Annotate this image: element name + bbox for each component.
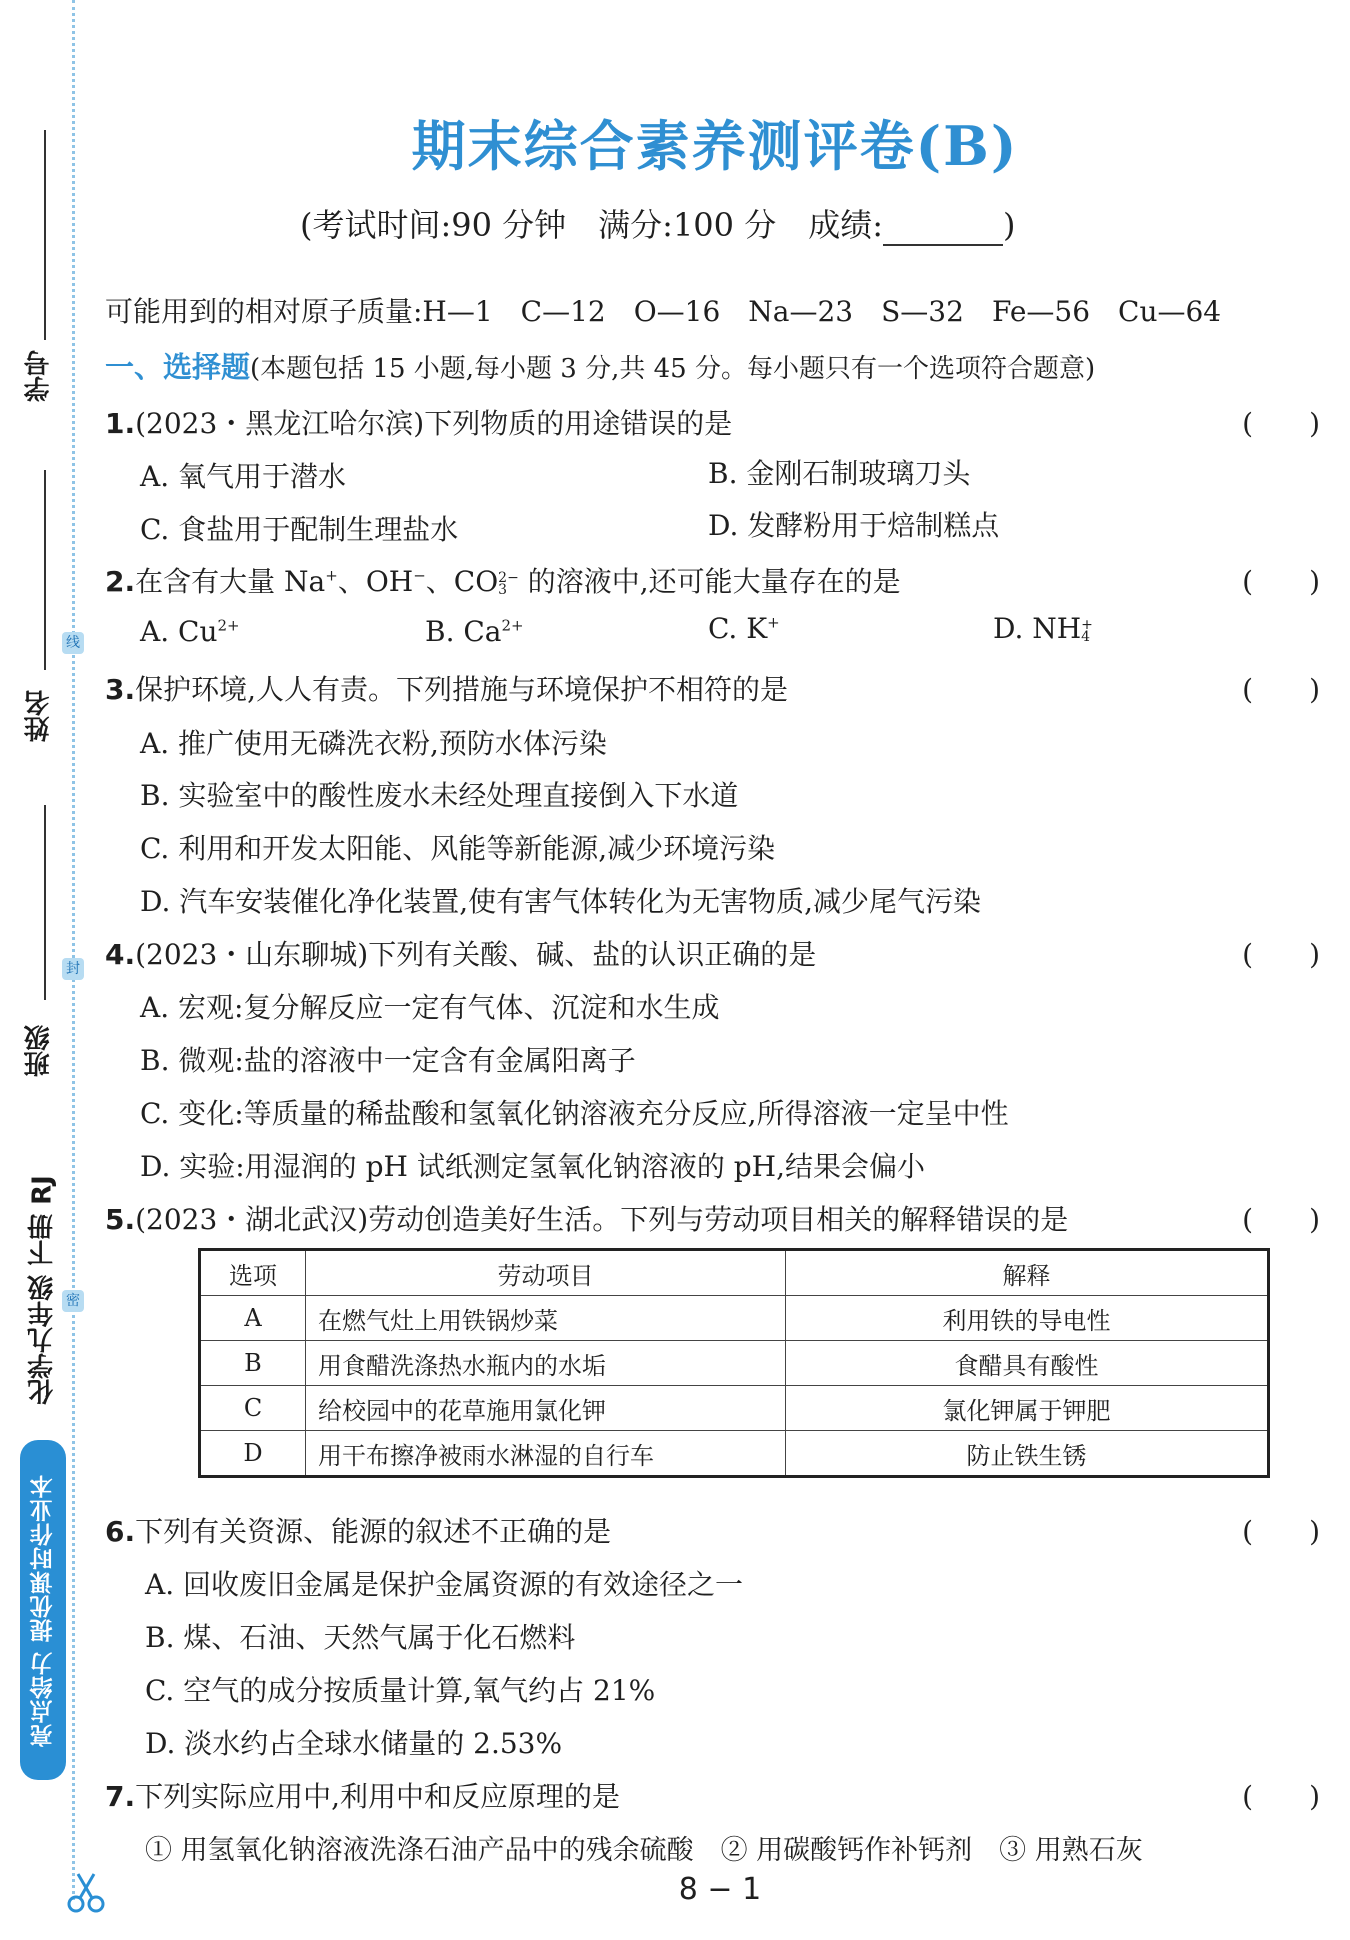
ion-charge-subscript <box>1081 616 1093 645</box>
column-header: 劳动项目 <box>306 1250 786 1296</box>
course-label: 化学九年级 下册 RJ <box>27 1175 58 1405</box>
exam-info <box>300 200 1015 246</box>
option-b: B. 实验室中的酸性废水未经处理直接倒入下水道 <box>140 779 739 812</box>
question-text: 、OH <box>337 565 414 598</box>
answer-blank: ( ) <box>1242 565 1320 598</box>
binding-dotted-line <box>72 0 75 1900</box>
question-text: 的溶液中,还可能大量存在的是 <box>518 565 901 598</box>
section-1-title: 一、选择题 <box>105 350 251 384</box>
question-number: 3. <box>105 673 136 706</box>
atomic-masses: 可能用到的相对原子质量:H—1 C—12 O—16 Na—23 S—32 Fe—56 Cu—64 <box>105 295 1222 328</box>
column-header: 选项 <box>200 1250 306 1296</box>
cut-mark-line: 线 <box>62 632 84 654</box>
answer-blank: ( ) <box>1242 1780 1320 1813</box>
answer-blank: ( ) <box>1242 673 1320 706</box>
table-cell: 食醋具有酸性 <box>786 1341 1269 1386</box>
score-blank <box>883 214 1003 246</box>
question-number: 5. <box>105 1203 136 1236</box>
table-header-row <box>200 1250 1269 1296</box>
question-number: 4. <box>105 938 136 971</box>
answer-blank: ( ) <box>1242 938 1320 971</box>
question-text: (2023・黑龙江哈尔滨)下列物质的用途错误的是 <box>135 407 733 440</box>
table-cell: B <box>200 1341 306 1386</box>
option-d: D. 发酵粉用于焙制糕点 <box>708 509 1000 542</box>
option-b <box>425 615 524 648</box>
table-cell: 在燃气灶上用铁锅炒菜 <box>306 1296 786 1341</box>
option-a <box>140 615 240 648</box>
question-number: 6. <box>105 1515 136 1548</box>
name-fill-line <box>44 470 46 670</box>
exam-info-end: ) <box>1002 206 1016 244</box>
question-2-stem <box>105 560 901 600</box>
question-text: 保护环境,人人有责。下列措施与环境保护不相符的是 <box>135 673 789 706</box>
answer-blank: ( ) <box>1242 1515 1320 1548</box>
question-7-items: ① 用氢氧化钠溶液洗涤石油产品中的残余硫酸 ② 用碳酸钙作补钙剂 ③ 用熟石灰 <box>145 1835 1143 1866</box>
page-title: 期末综合素养测评卷(B) <box>411 114 1019 178</box>
class-label: 班级 <box>24 1025 54 1077</box>
question-number: 7. <box>105 1780 136 1813</box>
column-header: 解释 <box>786 1250 1269 1296</box>
question-3-stem <box>105 668 788 708</box>
option-text: B. Ca <box>425 615 502 648</box>
question-text: (2023・湖北武汉)劳动创造美好生活。下列与劳动项目相关的解释错误的是 <box>135 1203 1069 1236</box>
ion-charge-subscript <box>498 569 519 598</box>
cut-mark-seal: 封 <box>62 958 84 980</box>
question-text: 在含有大量 Na <box>135 565 326 598</box>
ion-charge: + <box>767 613 780 632</box>
subscript: 3 <box>498 581 508 598</box>
section-1-note: (本题包括 15 小题,每小题 3 分,共 45 分。每小题只有一个选项符合题意) <box>250 354 1096 384</box>
ion-charge: 2+ <box>217 616 240 635</box>
option-c: C. 食盐用于配制生理盐水 <box>140 513 459 546</box>
question-1-stem <box>105 402 732 442</box>
cut-mark-secret: 密 <box>62 1290 84 1312</box>
question-text: 、CO <box>425 565 499 598</box>
exam-info-text: (考试时间:90 分钟 满分:100 分 成绩: <box>300 206 883 244</box>
question-4-stem <box>105 933 816 973</box>
brand-label: 亮点给力 提优课时作业本 <box>30 1473 57 1747</box>
class-fill-line <box>44 805 46 1000</box>
option-c: C. 空气的成分按质量计算,氧气约占 21% <box>145 1674 656 1707</box>
table-cell: 利用铁的导电性 <box>786 1296 1269 1341</box>
table-cell: 给校园中的花草施用氯化钾 <box>306 1386 786 1431</box>
option-b: B. 微观:盐的溶液中一定含有金属阳离子 <box>140 1044 636 1077</box>
option-c: C. 变化:等质量的稀盐酸和氢氧化钠溶液充分反应,所得溶液一定呈中性 <box>140 1097 1009 1130</box>
option-d: D. 汽车安装催化净化装置,使有害气体转化为无害物质,减少尾气污染 <box>140 885 982 918</box>
table-cell: C <box>200 1386 306 1431</box>
option-c <box>708 612 780 645</box>
option-b: B. 金刚石制玻璃刀头 <box>708 457 971 490</box>
answer-blank: ( ) <box>1242 1203 1320 1236</box>
option-d: D. 淡水约占全球水储量的 2.53% <box>145 1727 563 1760</box>
table-cell: 用食醋洗涤热水瓶内的水垢 <box>306 1341 786 1386</box>
question-5-stem <box>105 1198 1068 1238</box>
table-cell: 防止铁生锈 <box>786 1431 1269 1477</box>
name-label: 姓名 <box>24 690 54 742</box>
option-b: B. 煤、石油、天然气属于化石燃料 <box>145 1621 576 1654</box>
ion-charge: + <box>1081 616 1093 633</box>
section-1-heading <box>105 345 1095 386</box>
question-number: 2. <box>105 565 136 598</box>
ion-charge: 2− <box>498 569 519 586</box>
option-text: D. NH <box>993 612 1082 645</box>
option-d <box>993 612 1093 645</box>
question-text: 下列实际应用中,利用中和反应原理的是 <box>135 1780 621 1813</box>
question-number: 1. <box>105 407 136 440</box>
option-a: A. 推广使用无磷洗衣粉,预防水体污染 <box>140 727 607 760</box>
option-c: C. 利用和开发太阳能、风能等新能源,减少环境污染 <box>140 832 776 865</box>
table-row <box>200 1386 1269 1431</box>
table-cell: 用干布擦净被雨水淋湿的自行车 <box>306 1431 786 1477</box>
question-6-stem <box>105 1510 611 1550</box>
question-text: (2023・山东聊城)下列有关酸、碱、盐的认识正确的是 <box>135 938 817 971</box>
table-row <box>200 1341 1269 1386</box>
option-d: D. 实验:用湿润的 pH 试纸测定氢氧化钠溶液的 pH,结果会偏小 <box>140 1150 925 1183</box>
table-cell: A <box>200 1296 306 1341</box>
question-text: 下列有关资源、能源的叙述不正确的是 <box>135 1515 612 1548</box>
subscript: 4 <box>1081 628 1091 645</box>
answer-blank: ( ) <box>1242 407 1320 440</box>
student-id-label: 学号 <box>24 350 54 402</box>
option-text: C. K <box>708 612 768 645</box>
ion-charge: 2+ <box>501 616 524 635</box>
option-a: A. 回收废旧金属是保护金属资源的有效途径之一 <box>145 1568 744 1601</box>
ion-charge: − <box>413 566 426 585</box>
table-cell: 氯化钾属于钾肥 <box>786 1386 1269 1431</box>
option-a: A. 氧气用于潜水 <box>140 460 347 493</box>
table-cell: D <box>200 1431 306 1477</box>
question-7-stem <box>105 1775 620 1815</box>
page-number: 8 − 1 <box>678 1872 762 1907</box>
table-row <box>200 1431 1269 1477</box>
option-text: A. Cu <box>140 615 218 648</box>
table-row <box>200 1296 1269 1341</box>
labor-table <box>198 1248 1270 1478</box>
ion-charge: + <box>325 566 338 585</box>
option-a: A. 宏观:复分解反应一定有气体、沉淀和水生成 <box>140 991 720 1024</box>
